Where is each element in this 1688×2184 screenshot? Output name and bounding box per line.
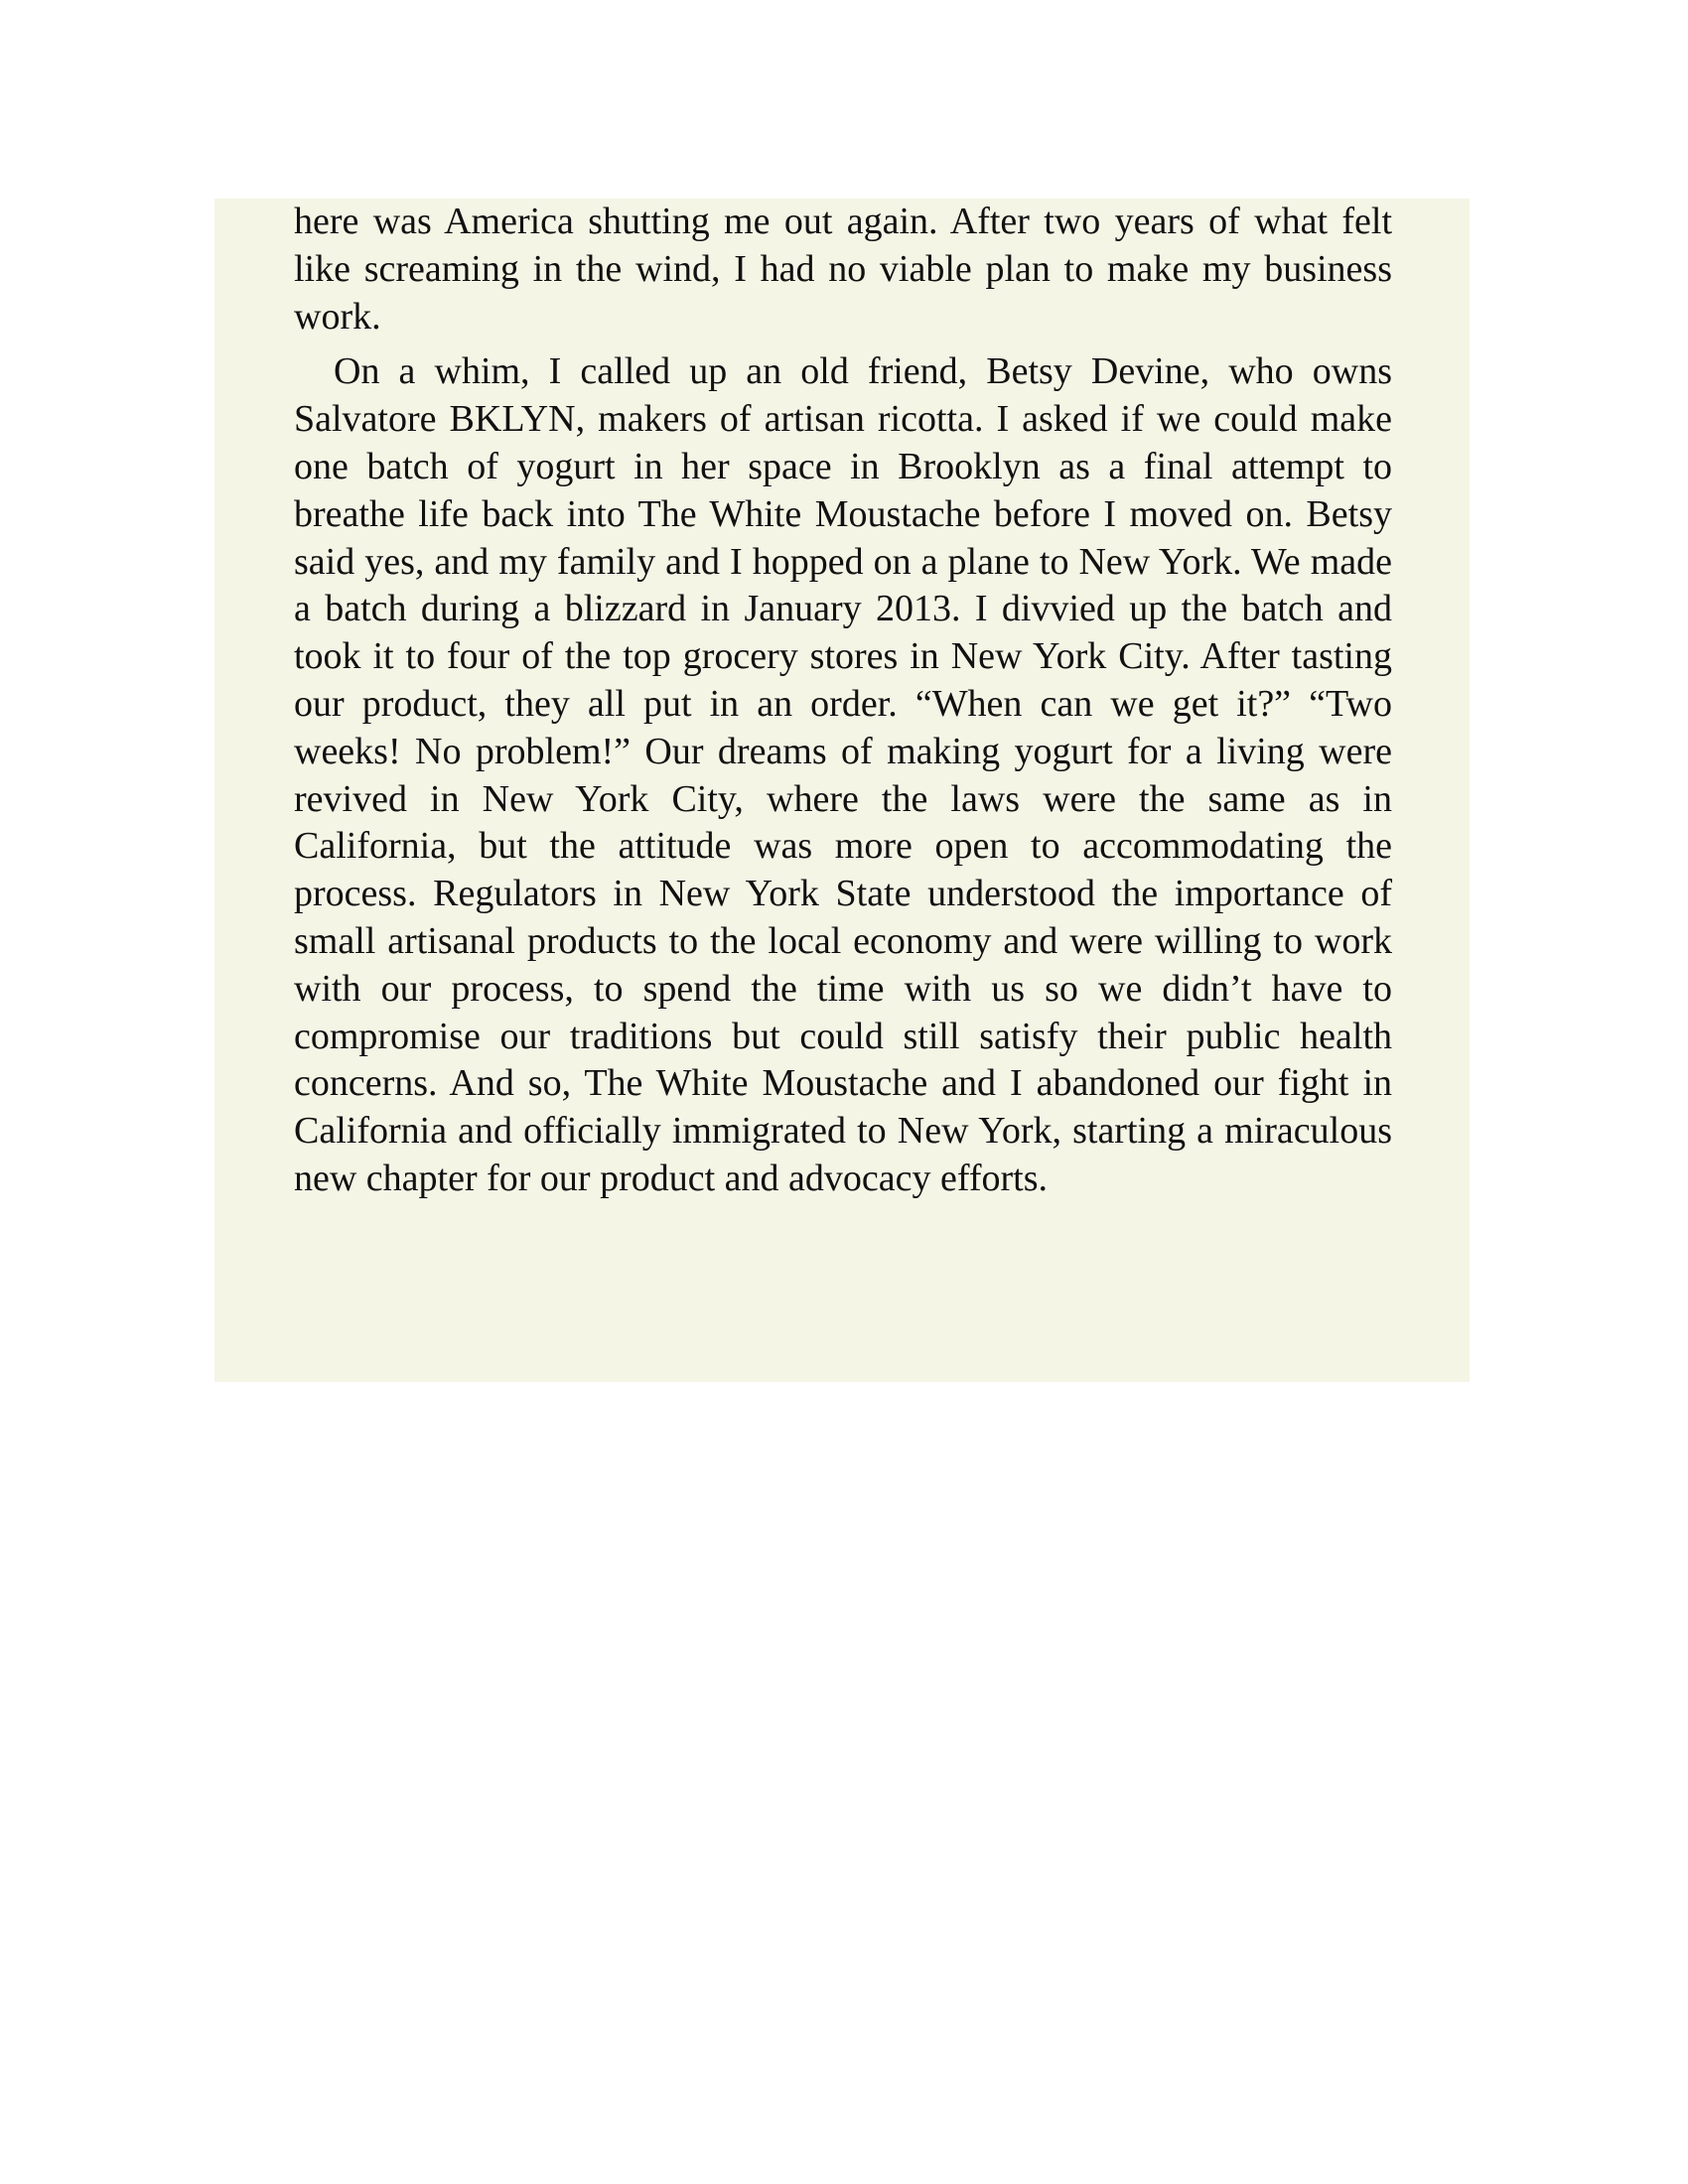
page-panel <box>214 199 1470 1382</box>
paragraph-main: On a whim, I called up an old friend, Betsy Devine, who owns Salvatore BKLYN, makers of artisan ricotta. I asked if we could make one batch of yogurt in her space in Brooklyn as a final attempt to breathe life back into The White Moustache before I moved on. Betsy said yes, and my family and I hopped on a plane to New York. We made a batch during a blizzard in January 2013. I divvied up the batch and took it to four of the top grocery stores in New York City. After tasting our product, they all put in an order. “When can we get it?” “Two weeks! No problem!” Our dreams of making yogurt for a living were revived in New York City, where the laws were the same as in California, but the attitude was more open to accommodating the process. Regulators in New York State understood the importance of small artisanal products to the local economy and were willing to work with our process, to spend the time with us so we didn’t have to compromise our traditions but could still satisfy their public health concerns. And so, The White Moustache and I abandoned our fight in California and officially immigrated to New York, starting a miraculous new chapter for our product and advocacy efforts. <box>294 350 1392 1199</box>
paragraph-continued: here was America shutting me out again. After two years of what felt like screaming in the wind, I had no viable plan to make my business work. <box>294 201 1392 338</box>
body-text <box>294 199 1392 1203</box>
